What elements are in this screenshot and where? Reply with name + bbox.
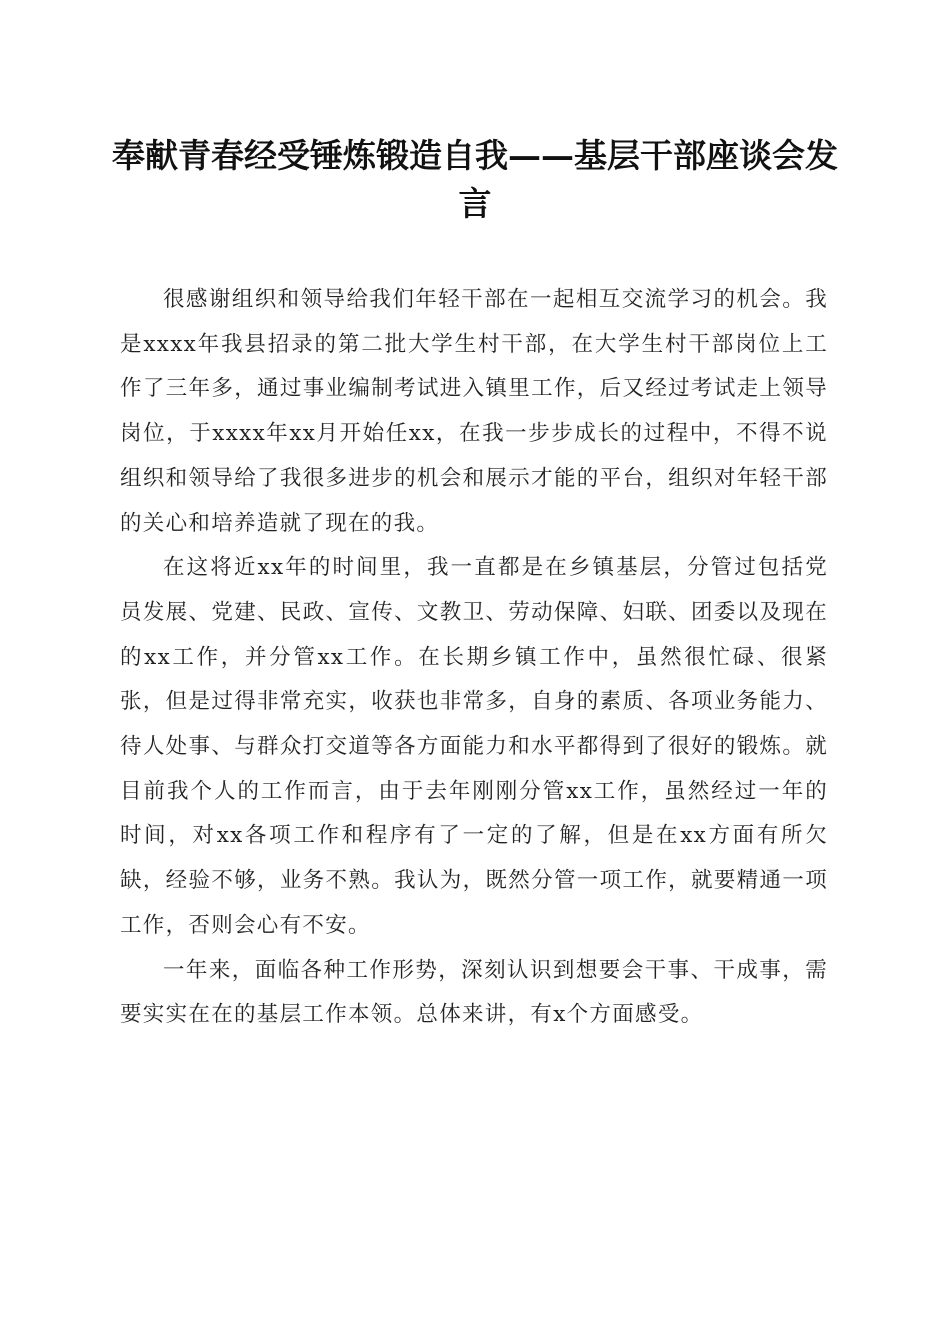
paragraph-2: 在这将近xx年的时间里，我一直都是在乡镇基层，分管过包括党员发展、党建、民政、宣传、文教卫、劳动保障、妇联、团委以及现在的xx工作，并分管xx工作。在长期乡镇工作中，虽然很忙碌、很紧张，但是过得非常充实，收获也非常多，自身的素质、各项业务能力、待人处事、与群众打交道等各方面能力和水平都得到了很好的锻炼。就目前我个人的工作而言，由于去年刚刚分管xx工作，虽然经过一年的时间，对xx各项工作和程序有了一定的了解，但是在xx方面有所欠缺，经验不够，业务不熟。我认为，既然分管一项工作，就要精通一项工作，否则会心有不安。 (120, 555, 828, 938)
document-title: 奉献青春经受锤炼锻造自我——基层干部座谈会发言 (112, 136, 838, 223)
paragraph-3: 一年来，面临各种工作形势，深刻认识到想要会干事、干成事，需要实实在在的基层工作本领。总体来讲，有x个方面感受。 (120, 957, 828, 1028)
paragraph-1: 很感谢组织和领导给我们年轻干部在一起相互交流学习的机会。我是xxxx年我县招录的第二批大学生村干部，在大学生村干部岗位上工作了三年多，通过事业编制考试进入镇里工作，后又经过考试走上领导岗位，于xxxx年xx月开始任xx，在我一步步成长的过程中，不得不说组织和领导给了我很多进步的机会和展示才能的平台，组织对年轻干部的关心和培养造就了现在的我。 (120, 287, 828, 536)
document-body (120, 278, 828, 1038)
